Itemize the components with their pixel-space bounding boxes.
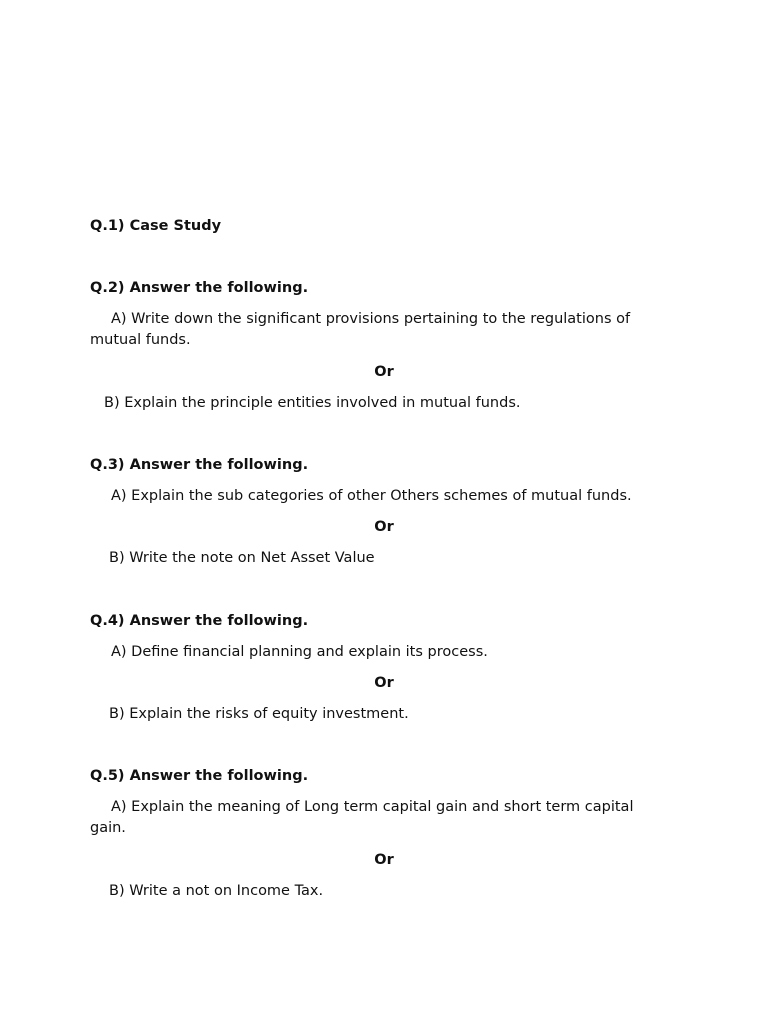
question-5-or: Or xyxy=(374,852,394,868)
question-2-or: Or xyxy=(374,364,394,380)
question-3-heading: Q.3) Answer the following. xyxy=(90,457,309,473)
question-2-part-a: A) Write down the significant provisions pertaining to the regulations of mutual funds. xyxy=(90,311,631,348)
question-4-part-a: A) Define financial planning and explain its process. xyxy=(111,644,488,660)
question-5-heading: Q.5) Answer the following. xyxy=(90,768,309,784)
question-4-or: Or xyxy=(374,675,394,691)
question-3-part-a: A) Explain the sub categories of other Others schemes of mutual funds. xyxy=(111,488,632,504)
question-2-part-b: B) Explain the principle entities involved in mutual funds. xyxy=(104,395,521,411)
question-2-heading: Q.2) Answer the following. xyxy=(90,280,309,296)
question-5-part-a: A) Explain the meaning of Long term capital gain and short term capital gain. xyxy=(90,799,634,836)
question-3-or: Or xyxy=(374,519,394,535)
question-3-part-b: B) Write the note on Net Asset Value xyxy=(109,550,375,566)
question-4-heading: Q.4) Answer the following. xyxy=(90,613,309,629)
question-5-part-b: B) Write a not on Income Tax. xyxy=(109,883,324,899)
question-4-part-b: B) Explain the risks of equity investment. xyxy=(109,706,409,722)
question-1-heading: Q.1) Case Study xyxy=(90,218,222,234)
